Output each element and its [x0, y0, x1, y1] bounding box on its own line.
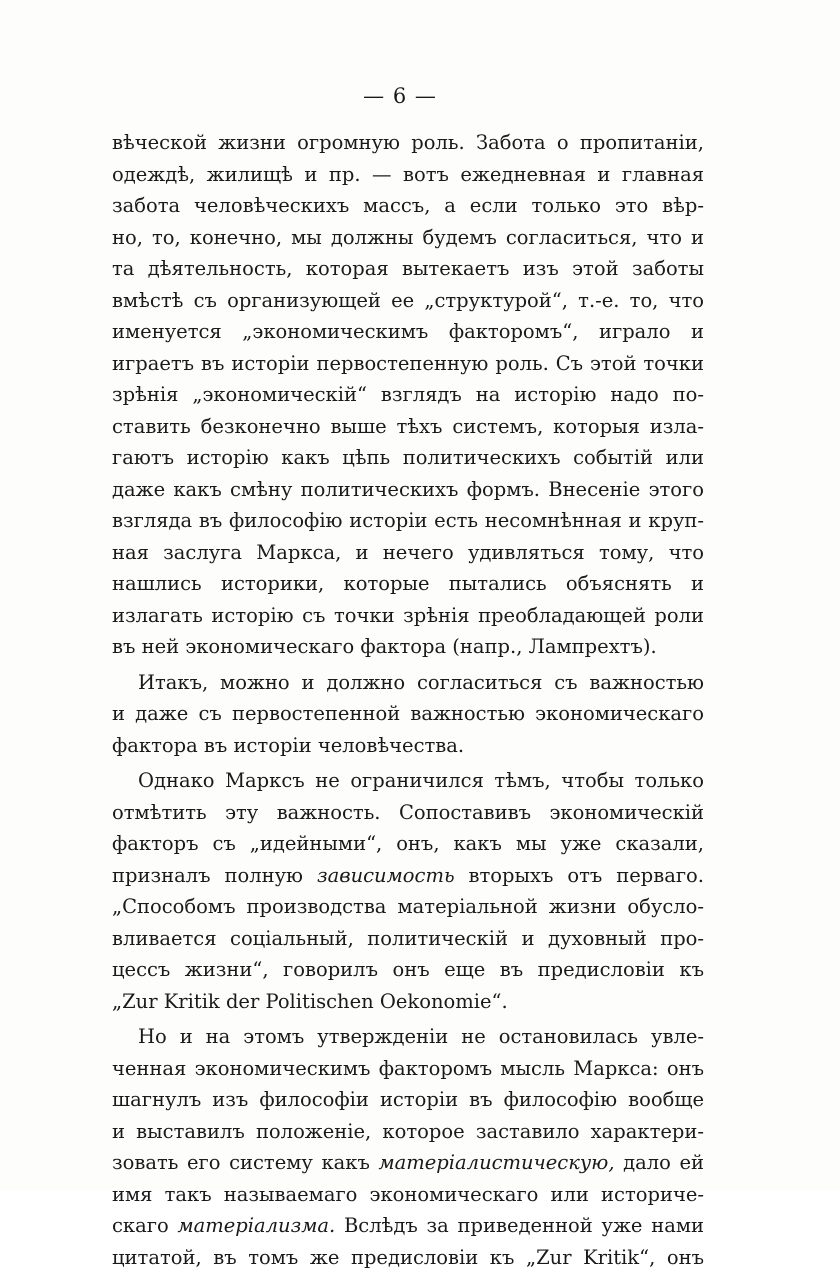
text-span: скаго	[112, 1214, 177, 1237]
text-span: зовать его систему какъ	[112, 1151, 378, 1174]
text-line: „Способомъ производства матерiальной жизни обусло-	[112, 891, 704, 923]
text-line: Но и на этомъ утвержденiи не остановилась увле-	[112, 1021, 704, 1053]
text-line: вѣческой жизни огромную роль. Забота о пропитанiи,	[112, 127, 704, 159]
text-line: зрѣнiя „экономическiй“ взглядъ на исторiю надо по-	[112, 379, 704, 411]
paragraph-4	[112, 1021, 704, 1273]
text-line: Итакъ, можно и должно согласиться съ важностью	[112, 667, 704, 699]
text-line: цитатой, въ томъ же предисловiи къ „Zur Kritik“, онъ	[112, 1242, 704, 1273]
text-line	[112, 1147, 704, 1179]
text-line	[112, 1210, 704, 1242]
text-line: та дѣятельность, которая вытекаетъ изъ этой заботы	[112, 253, 704, 285]
text-line: нашлись историки, которые пытались объяснять и	[112, 568, 704, 600]
text-line: ная заслуга Маркса, и нечего удивляться тому, что	[112, 537, 704, 569]
text-span: дало ей	[615, 1151, 704, 1174]
page-number: — 6 —	[0, 84, 800, 108]
text-line: ставить безконечно выше тѣхъ системъ, которыя изла-	[112, 411, 704, 443]
text-line: отмѣтить эту важность. Сопоставивъ экономическiй	[112, 797, 704, 829]
paragraph-1	[112, 127, 704, 663]
text-line: одеждѣ, жилищѣ и пр. — вотъ ежедневная и главная	[112, 159, 704, 191]
text-span: призналъ полную	[112, 864, 317, 887]
text-line: и даже съ первостепенной важностью экономическаго	[112, 698, 704, 730]
text-line: вливается соцiальный, политическiй и духовный про-	[112, 923, 704, 955]
text-line: фактора въ исторiи человѣчества.	[112, 730, 704, 762]
text-line: вмѣстѣ съ организующей ее „структурой“, т.-е. то, что	[112, 285, 704, 317]
text-line: шагнулъ изъ философiи исторiи въ философiю вообще	[112, 1084, 704, 1116]
text-line: имя такъ называемаго экономическаго или историче-	[112, 1179, 704, 1211]
text-span: Вслѣдъ за приведенной уже нами	[335, 1214, 704, 1237]
text-line: факторъ съ „идейными“, онъ, какъ мы уже сказали,	[112, 828, 704, 860]
emphasis-text: матерiалистическую,	[378, 1151, 614, 1174]
emphasis-text: зависимость	[317, 864, 455, 887]
text-line: излагать исторiю съ точки зрѣнiя преобладающей роли	[112, 600, 704, 632]
text-line: играетъ въ исторiи первостепенную роль. Съ этой точки	[112, 348, 704, 380]
text-line: даже какъ смѣну политическихъ формъ. Внесенiе этого	[112, 474, 704, 506]
text-line: ченная экономическимъ факторомъ мысль Маркса: онъ	[112, 1053, 704, 1085]
text-line: именуется „экономическимъ факторомъ“, играло и	[112, 316, 704, 348]
paragraph-3	[112, 765, 704, 1017]
text-line: въ ней экономическаго фактора (напр., Лампрехтъ).	[112, 631, 704, 663]
text-line	[112, 860, 704, 892]
emphasis-text: матерiализма.	[177, 1214, 335, 1237]
text-line: и выставилъ положенiе, которое заставило характери-	[112, 1116, 704, 1148]
paragraph-2	[112, 667, 704, 762]
text-line: „Zur Kritik der Politischen Oekonomie“.	[112, 986, 704, 1018]
text-line: забота человѣческихъ массъ, а если только это вѣр-	[112, 190, 704, 222]
text-line: но, то, конечно, мы должны будемъ согласиться, что и	[112, 222, 704, 254]
text-line: взгляда въ философiю исторiи есть несомнѣнная и круп-	[112, 505, 704, 537]
text-line: гаютъ исторiю какъ цѣпь политическихъ событiй или	[112, 442, 704, 474]
body-text	[112, 127, 704, 1273]
text-line: цессъ жизни“, говорилъ онъ еще въ предисловiи къ	[112, 954, 704, 986]
text-span: вторыхъ отъ перваго.	[455, 864, 704, 887]
text-line: Однако Марксъ не ограничился тѣмъ, чтобы только	[112, 765, 704, 797]
